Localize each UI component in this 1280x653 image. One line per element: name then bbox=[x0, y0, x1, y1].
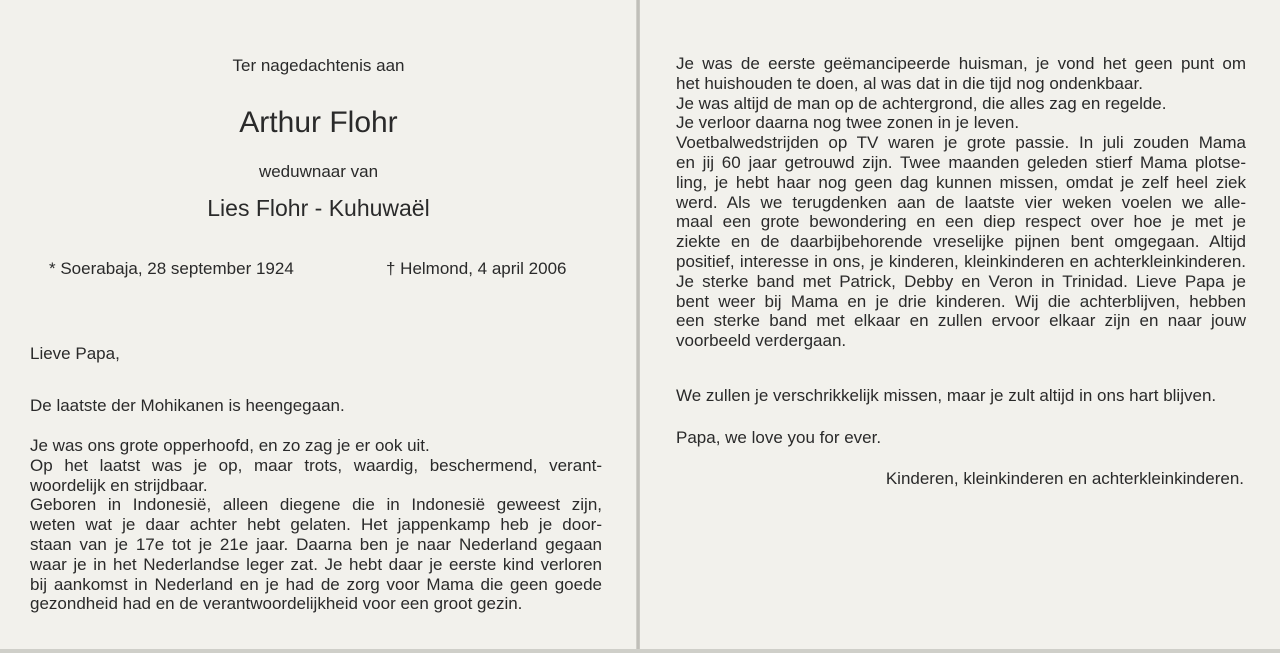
text-line: voorbeeld verdergaan. bbox=[676, 331, 847, 351]
signature: Kinderen, kleinkinderen en achterkleinkinderen. bbox=[885, 469, 1244, 488]
text-line: ziekte en de daarbijbehorende vreselijke pijnen bent omgegaan. Altijd bbox=[676, 232, 1246, 252]
text-line: een sterke band met elkaar en zullen ervoor elkaar zijn en naar jouw bbox=[676, 311, 1246, 331]
text-line: weten wat je daar achter hebt gelaten. Het jappenkamp heb je door- bbox=[30, 515, 602, 535]
left-page bbox=[0, 0, 637, 653]
text-line: bent weer bij Mama en je drie kinderen. Wij die achterblijven, hebben bbox=[676, 291, 1246, 311]
intro-text: Ter nagedachtenis aan bbox=[232, 56, 405, 75]
birth-info: * Soerabaja, 28 september 1924 bbox=[49, 259, 294, 278]
text-line: Je verloor daarna nog twee zonen in je leven. bbox=[676, 113, 1020, 133]
right-paragraph-1 bbox=[676, 54, 1246, 351]
text-line: bij aankomst in Nederland en je had de zorg voor Mama die geen goede bbox=[30, 574, 602, 594]
page-edge-bottom bbox=[0, 649, 1280, 653]
text-line: Je sterke band met Patrick, Debby en Veron in Trinidad. Lieve Papa je bbox=[676, 271, 1246, 291]
text-line: Je was de eerste geëmancipeerde huisman, je vond het geen punt om bbox=[676, 54, 1246, 73]
text-line: Op het laatst was je op, maar trots, waardig, beschermend, verant- bbox=[30, 455, 602, 475]
text-line: staan van je 17e tot je 21e jaar. Daarna ben je naar Nederland gegaan bbox=[30, 534, 602, 554]
death-info: † Helmond, 4 april 2006 bbox=[386, 259, 567, 278]
text-line: het huishouden te doen, al was dat in die tijd nog ondenkbaar. bbox=[676, 73, 1143, 93]
text-line: positief, interesse in ons, je kinderen, kleinkinderen en achterkleinkinderen. bbox=[676, 251, 1246, 271]
paragraph-1: De laatste der Mohikanen is heengegaan. bbox=[30, 396, 345, 415]
text-line: Geboren in Indonesië, alleen diegene die in Indonesië geweest zijn, bbox=[30, 495, 602, 515]
text-line: Je was ons grote opperhoofd, en zo zag je er ook uit. bbox=[30, 436, 430, 455]
right-paragraph-3: Papa, we love you for ever. bbox=[676, 428, 882, 447]
text-line: en jij 60 jaar getrouwd zijn. Twee maanden geleden stierf Mama plotse- bbox=[676, 152, 1246, 172]
widower-of-text: weduwnaar van bbox=[258, 162, 379, 181]
text-line: gezondheid had en de verantwoordelijkheid voor een groot gezin. bbox=[30, 594, 523, 614]
spouse-name: Lies Flohr - Kuhuwaël bbox=[207, 195, 430, 221]
greeting: Lieve Papa, bbox=[30, 344, 120, 363]
text-line: maal een grote bewondering en een diep respect over hoe je met je bbox=[676, 212, 1246, 232]
text-line: ling, je hebt haar nog geen dag kunnen missen, omdat je zelf heel ziek bbox=[676, 172, 1246, 192]
text-line: Je was altijd de man op de achtergrond, die alles zag en regelde. bbox=[676, 93, 1167, 113]
deceased-name: Arthur Flohr bbox=[239, 106, 398, 139]
paragraph-2 bbox=[30, 436, 602, 614]
text-line: woordelijk en strijdbaar. bbox=[30, 475, 208, 495]
right-paragraph-2: We zullen je verschrikkelijk missen, maar je zult altijd in ons hart blijven. bbox=[676, 386, 1217, 405]
text-line: werd. Als we terugdenken aan de laatste vier weken voelen we alle- bbox=[676, 192, 1246, 212]
text-line: Voetbalwedstrijden op TV waren je grote passie. In juli zouden Mama bbox=[676, 133, 1246, 153]
text-line: waar je in het Nederlandse leger zat. Je hebt daar je eerste kind verloren bbox=[30, 554, 602, 574]
